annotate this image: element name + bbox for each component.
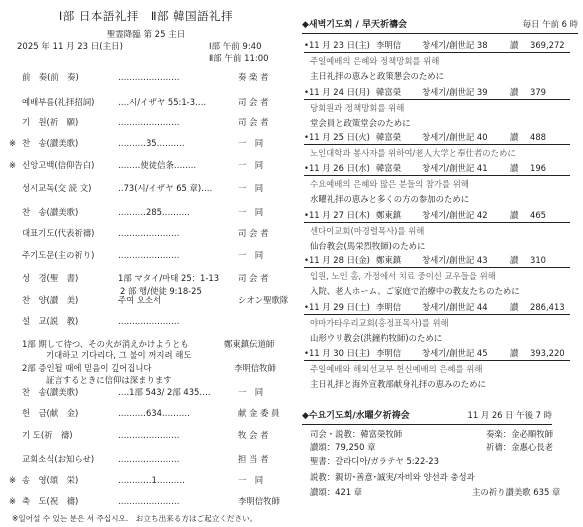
order-item-content: ‥‥‥‥‥‥‥‥‥‥‥ [118,316,180,326]
wed-prayer: 祈禱：金惠心長老 [486,442,553,452]
order-item-content: ‥‥‥‥‥‥‥‥‥‥‥ [118,454,180,464]
order-row [0,388,292,402]
day-passage: 창세기/創世記 38 [422,40,488,50]
order-item-label: 찬 송(讃美歌) [22,207,79,217]
order-row [0,184,292,198]
order-item-leader: 担 当 者 [238,454,269,464]
day-hymn-label: 讃 [510,87,519,97]
wednesday-prayer-schedule: 11 月 26 日 午後 7 時 [467,410,552,420]
order-item-content: ‥‥‥‥‥‥‥‥‥‥‥ [118,496,180,506]
order-item-label: 축 도(祝 禱) [22,496,79,506]
day-date: •11 月 23 日(主) [304,40,370,50]
worship-date: 2025 年 11 月 23 日(主日) [17,42,123,52]
sermon-title-2: 2部 증인될 때에 믿음이 깊어집니다 [22,363,152,373]
order-item-label: 주기도문(主の祈り) [22,250,95,260]
scripture-part2: 2 部 행/使徒 9:18-25 [120,286,202,296]
day-hymn: 465 [530,210,546,220]
day-hymn: 286,413 [530,302,565,312]
day-hymn-label: 讃 [510,40,519,50]
wed-scripture: 聖書：갈라디아/ガラテヤ 5:22-23 [310,456,439,466]
order-item-label: 기 원(祈 願) [22,117,79,127]
order-row [0,497,292,511]
order-item-content: ‥73(시/イザヤ 65 章)‥‥ [118,183,213,193]
order-item-label: 신앙고백(信仰告白) [22,160,95,170]
day-hymn: 393,220 [530,348,565,358]
wed-lords-prayer-hymn: 主の祈り讃美歌 635 章 [472,487,561,497]
dawn-prayer-schedule: 毎日 午前 6 時 [522,19,578,29]
prayer-meeting-panel [300,0,583,527]
order-item-label: 찬 송(讃美歌) [22,138,79,148]
day-passage: 창세기/創世記 43 [422,255,488,265]
day-leader: 韓富榮 [376,132,402,142]
order-item-leader: 牧 会 者 [238,430,269,440]
order-item-label: 찬 송(讃美歌) [22,387,79,397]
day-hymn: 379 [530,87,546,97]
sermon-title-1-ko: 기대하고 기다리다, 그 불이 꺼지려 해도 [46,350,192,360]
order-row [0,317,292,331]
order-item-label: 前 奏(前 奏) [22,72,79,82]
order-item-label: 기 도(祈 禱) [22,430,73,440]
day-passage: 창세기/創世記 39 [422,87,488,97]
day-date: •11 月 29 日(土) [304,302,370,312]
worship-title: Ⅰ部 日本語礼拝 Ⅱ部 韓国語礼拝 [58,9,234,23]
sermon-preacher-2: 李明信牧師 [234,363,276,373]
day-prayer-ja: 主日礼拝と海外宣教部献身礼拝の恵みのために [310,379,486,389]
sermon-title-2-ja: 証言するときに信仰は深まります [46,375,172,385]
order-item-label: 성시교독(交 読 文) [22,183,92,193]
day-prayer-ko: 주일예배와 해외선교부 헌신예배의 은혜를 위해 [310,364,483,374]
dawn-day-header [304,303,570,315]
service-time-2: Ⅱ部 午前 11:00 [209,54,269,64]
stand-mark: ※ [9,138,17,148]
order-item-leader: 奏 楽 者 [238,72,269,82]
order-item-content: 1部 マタイ/마태 25：1-13 [118,273,220,283]
standing-note: ※일어설 수 있는 분은 서 주십시오. お立ち出来る方はご起立ください。 [12,514,258,523]
order-item-leader: 一 同 [238,183,264,193]
dawn-prayer-title: ◆새벽기도회 / 早天祈禱会 [302,20,407,30]
order-item-content: ‥‥‥‥使徒信条‥‥‥‥ [118,160,197,170]
day-prayer-ko: 주일예배의 은혜와 정책망회를 위해 [310,56,440,66]
day-prayer-ja: 仙台教会(馬栄烈牧師)のために [310,241,426,251]
dawn-day-header [304,349,570,361]
day-prayer-ja: 水曜礼拝の恵みと多くの方の参加のために [310,194,470,204]
order-item-leader: 一 同 [238,207,264,217]
order-item-leader: 一 同 [238,138,264,148]
wednesday-prayer-header [302,411,552,425]
order-item-label: 교회소식(お知らせ) [22,454,95,464]
day-passage: 창세기/創世記 42 [422,210,488,220]
order-item-label: 설 교(説 教) [22,316,79,326]
order-row [0,431,292,445]
day-leader: 李明信 [376,302,402,312]
order-item-content: ‥‥‥‥‥‥‥‥‥‥‥ [118,228,180,238]
order-item-label: 송 영(頌 栄) [22,475,79,485]
wed-sermon: 説教：親切･善意･誠実/자비와 양선과 충성과 [310,472,475,482]
day-date: •11 月 28 日(金) [304,255,370,265]
day-date: •11 月 25 日(火) [304,132,370,142]
order-row [0,296,292,310]
order-item-content: ‥‥‥‥‥‥‥‥‥‥‥ [118,117,180,127]
order-item-label: 대표기도(代表祈禱) [22,228,95,238]
wed-opening-hymn: 讃頌：79,250 章 [310,442,376,452]
day-passage: 창세기/創世記 41 [422,163,488,173]
day-date: •11 月 30 日(主) [304,348,370,358]
order-item-leader: 献 金 委 員 [238,408,280,418]
order-row [0,161,292,175]
sermon-title-1: 1部 期して待つ、その火が消えかけようとも [22,339,189,349]
order-item-leader: 一 同 [238,475,264,485]
day-hymn-label: 讃 [510,348,519,358]
order-row [0,476,292,490]
order-item-leader: 李明信牧師 [238,496,280,506]
day-hymn: 488 [530,132,546,142]
order-item-content: ‥‥‥‥‥35‥‥‥‥‥ [118,138,185,148]
wed-preacher: 司会・説教：韓富榮牧師 [310,429,403,439]
order-item-content: 주여 오소서 [118,295,162,305]
dawn-day-header [304,133,570,145]
order-item-leader: 一 同 [238,250,264,260]
liturgical-day: 聖霊降臨 第 25 主日 [106,30,186,40]
day-prayer-ko: 수요예배의 은혜와 많은 분들의 참가를 위해 [310,179,469,189]
order-row [0,98,292,112]
day-date: •11 月 24 日(月) [304,87,370,97]
day-prayer-ja: 入院、老人ホーム、ご家庭で治療中の教友たちのために [310,286,520,296]
order-item-content: ‥‥‥‥‥634‥‥‥‥‥ [118,408,190,418]
day-hymn-label: 讃 [510,255,519,265]
day-date: •11 月 26 日(水) [304,163,370,173]
order-row [0,139,292,153]
day-hymn-label: 讃 [510,210,519,220]
day-hymn: 369,272 [530,40,565,50]
day-leader: 韓富榮 [376,163,402,173]
order-row [0,208,292,222]
stand-mark: ※ [9,160,17,170]
day-leader: 韓富榮 [376,87,402,97]
order-item-label: 예배부름(礼拝招詞) [22,97,95,107]
order-item-label: 성 경(聖 書) [22,273,79,283]
order-row [0,73,292,87]
day-passage: 창세기/創世記 45 [422,348,488,358]
order-item-leader: シオン聖歌隊 [238,295,289,305]
order-item-content: ‥‥‥‥‥285‥‥‥‥‥ [118,207,190,217]
day-leader: 鄭東鎮 [376,255,402,265]
wed-accompanist: 奏楽：金必順牧師 [486,429,553,439]
order-row [0,409,292,423]
order-row [0,251,292,265]
day-hymn: 196 [530,163,546,173]
wed-closing-hymn: 讃頌：421 章 [310,487,363,497]
day-hymn: 310 [530,255,546,265]
service-time-1: Ⅰ部 午前 9:40 [209,42,262,52]
day-leader: 李明信 [376,348,402,358]
order-row [0,118,292,132]
stand-mark: ※ [9,475,17,485]
order-item-content: ‥‥1部 543/ 2部 435‥‥ [118,387,211,397]
day-leader: 鄭東鎮 [376,210,402,220]
order-item-leader: 司 会 者 [238,228,269,238]
order-item-label: 헌 금(献 金) [22,408,79,418]
dawn-day-header [304,41,570,53]
order-item-leader: 一 同 [238,160,264,170]
order-item-content: ‥‥‥‥‥‥‥‥‥‥‥ [118,250,180,260]
day-date: •11 月 27 日(木) [304,210,370,220]
day-hymn-label: 讃 [510,132,519,142]
day-leader: 李明信 [376,40,402,50]
day-prayer-ja: 山形ウリ教会(洪鐘杓牧師)のために [310,333,443,343]
stand-mark: ※ [9,496,17,506]
dawn-prayer-header [302,20,578,34]
day-prayer-ko: 야마가타우리교회(홍정표목사)를 위해 [310,318,449,328]
dawn-day-header [304,211,570,223]
order-row [0,455,292,469]
dawn-day-header [304,164,570,176]
day-prayer-ko: 센다이교회(마경렬목사)를 위해 [310,226,425,236]
day-passage: 창세기/創世記 40 [422,132,488,142]
order-item-content: ‥‥‥‥‥‥‥‥‥‥‥ [118,72,180,82]
day-prayer-ko: 노인대학과 봉사자를 위하여/老人大学と奉仕者のために [310,148,516,158]
day-prayer-ko: 입원, 노인 홈, 가정에서 치료 중이신 교우들을 위해 [310,271,496,281]
day-prayer-ja: 主日礼拝の恵みと政策懇会のために [310,71,444,81]
sermon-preacher-1: 鄭東鎮伝道師 [224,339,275,349]
order-item-label: 찬 양(讃 美) [22,295,79,305]
day-hymn-label: 讃 [510,163,519,173]
order-item-content: ‥‥시/イザヤ 55:1-3‥‥ [118,97,207,107]
order-item-content: ‥‥‥‥‥‥1‥‥‥‥‥ [118,475,185,485]
order-item-leader: 一 同 [238,387,264,397]
order-row [0,229,292,243]
day-prayer-ja: 堂会員と政策堂会のために [310,118,411,128]
day-hymn-label: 讃 [510,302,519,312]
day-prayer-ko: 당회원과 정책망회를 위해 [310,103,405,113]
order-item-leader: 司 会 者 [238,273,269,283]
dawn-day-header [304,88,570,100]
wednesday-prayer-title: ◆수요기도회/水曜夕祈祷会 [302,411,410,421]
order-item-leader: 司 会 者 [238,117,269,127]
order-item-leader: 司 会 者 [238,97,269,107]
dawn-day-header [304,256,570,268]
order-item-content: ‥‥‥‥‥‥‥‥‥‥‥ [118,430,180,440]
day-passage: 창세기/創世記 44 [422,302,488,312]
